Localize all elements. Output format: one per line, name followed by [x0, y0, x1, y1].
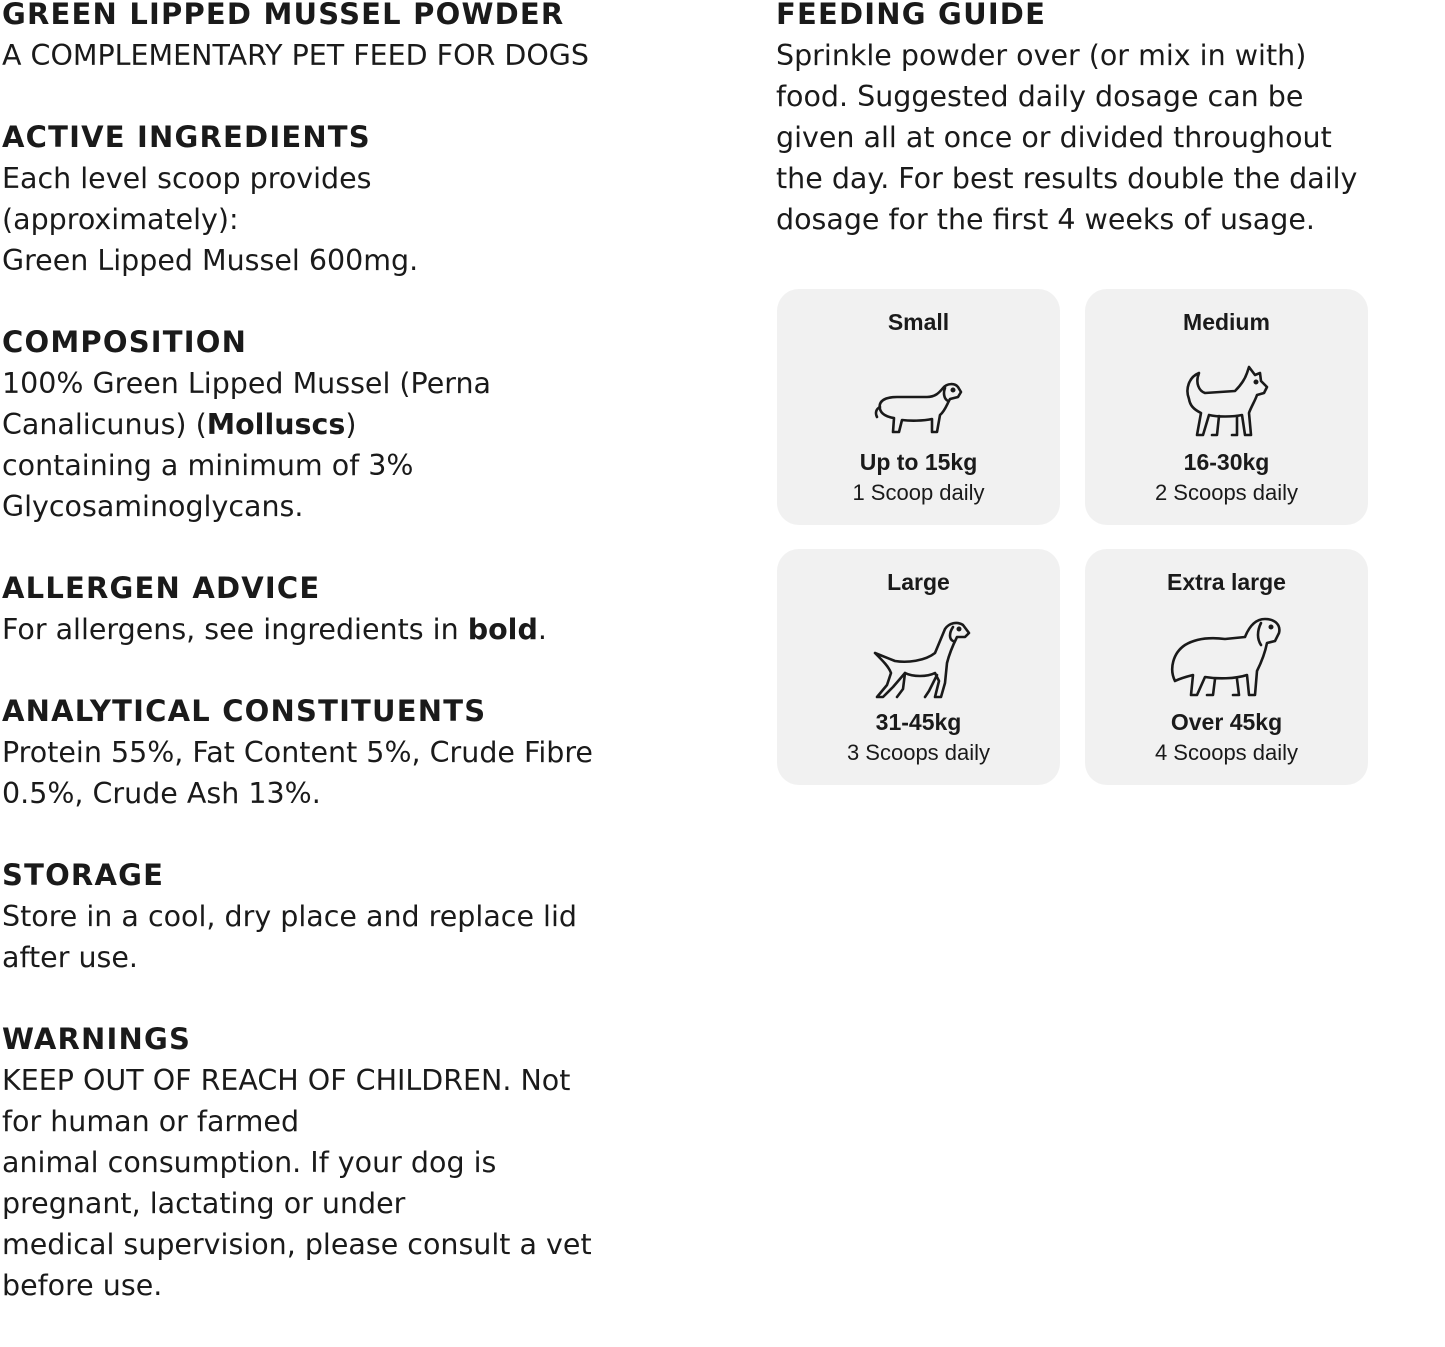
card-title: Medium — [1183, 309, 1270, 335]
card-dose: 2 Scoops daily — [1154, 480, 1299, 505]
dosage-card-small — [777, 289, 1060, 525]
card-title: Small — [887, 309, 950, 335]
active-line: (approximately): — [2, 203, 239, 236]
warnings-line: for human or farmed — [2, 1105, 300, 1138]
allergen-text-fragment: . — [537, 613, 547, 646]
card-dose: 1 Scoop daily — [852, 480, 985, 505]
analytical-line: 0.5%, Crude Ash 13%. — [2, 777, 321, 810]
warnings-line: before use. — [2, 1269, 163, 1302]
analytical-line: Protein 55%, Fat Content 5%, Crude Fibre — [2, 736, 593, 769]
composition-text-fragment: ) — [345, 408, 357, 441]
allergen-text — [2, 609, 722, 650]
warnings-section — [2, 1019, 722, 1306]
active-ingredients-text — [2, 158, 722, 281]
composition-line: 100% Green Lipped Mussel (Perna — [2, 367, 491, 400]
composition-line: Glycosaminoglycans. — [2, 490, 304, 523]
allergen-section — [2, 568, 722, 650]
storage-text — [2, 896, 722, 978]
feeding-line: dosage for the first 4 weeks of usage. — [776, 203, 1315, 236]
analytical-text — [2, 732, 722, 814]
dosage-cards — [777, 289, 1377, 789]
composition-text-fragment: Canalicunus) ( — [2, 408, 207, 441]
warnings-line: medical supervision, please consult a vet — [2, 1228, 592, 1261]
product-header — [2, 0, 722, 76]
feeding-guide-column — [776, 0, 1445, 240]
allergen-molluscs: Molluscs — [206, 408, 346, 441]
warnings-line: KEEP OUT OF REACH OF CHILDREN. Not — [2, 1064, 571, 1097]
card-weight: 16-30kg — [1183, 449, 1270, 475]
allergen-text-fragment: For allergens, see ingredients in — [2, 613, 468, 646]
analytical-section — [2, 691, 722, 814]
warnings-text — [2, 1060, 722, 1306]
product-info-column — [2, 0, 722, 1347]
feeding-line: given all at once or divided throughout — [776, 121, 1332, 154]
composition-text — [2, 363, 722, 527]
allergen-heading: ALLERGEN ADVICE — [2, 571, 321, 605]
feeding-line: the day. For best results double the daily — [776, 162, 1358, 195]
warnings-line: pregnant, lactating or under — [2, 1187, 406, 1220]
allergen-bold-word: bold — [467, 613, 538, 646]
active-line: Each level scoop provides — [2, 162, 372, 195]
card-dose: 3 Scoops daily — [846, 740, 991, 765]
storage-line: after use. — [2, 941, 138, 974]
warnings-line: animal consumption. If your dog is — [2, 1146, 497, 1179]
dosage-card-extra-large — [1085, 549, 1368, 785]
dosage-card-medium — [1085, 289, 1368, 525]
analytical-heading: ANALYTICAL CONSTITUENTS — [2, 694, 487, 728]
storage-section — [2, 855, 722, 978]
product-subtitle: A COMPLEMENTARY PET FEED FOR DOGS — [2, 39, 589, 72]
composition-section — [2, 322, 722, 527]
feeding-line: Sprinkle powder over (or mix in with) — [776, 39, 1307, 72]
composition-line — [2, 404, 722, 445]
composition-heading: COMPOSITION — [2, 325, 248, 359]
card-weight: Over 45kg — [1170, 709, 1283, 735]
card-weight: Up to 15kg — [859, 449, 978, 475]
warnings-heading: WARNINGS — [2, 1022, 192, 1056]
storage-line: Store in a cool, dry place and replace lid — [2, 900, 577, 933]
composition-line: containing a minimum of 3% — [2, 449, 414, 482]
card-weight: 31-45kg — [875, 709, 962, 735]
storage-heading: STORAGE — [2, 858, 165, 892]
dosage-card-large — [777, 549, 1060, 785]
active-ingredients-heading: ACTIVE INGREDIENTS — [2, 120, 371, 154]
active-ingredients-section — [2, 117, 722, 281]
feeding-guide-text — [776, 35, 1445, 240]
product-title: GREEN LIPPED MUSSEL POWDER — [2, 0, 565, 31]
feeding-guide-heading: FEEDING GUIDE — [776, 0, 1047, 31]
active-line: Green Lipped Mussel 600mg. — [2, 244, 419, 277]
feeding-line: food. Suggested daily dosage can be — [776, 80, 1304, 113]
card-dose: 4 Scoops daily — [1154, 740, 1299, 765]
card-title: Extra large — [1167, 569, 1286, 595]
card-title: Large — [887, 569, 950, 595]
